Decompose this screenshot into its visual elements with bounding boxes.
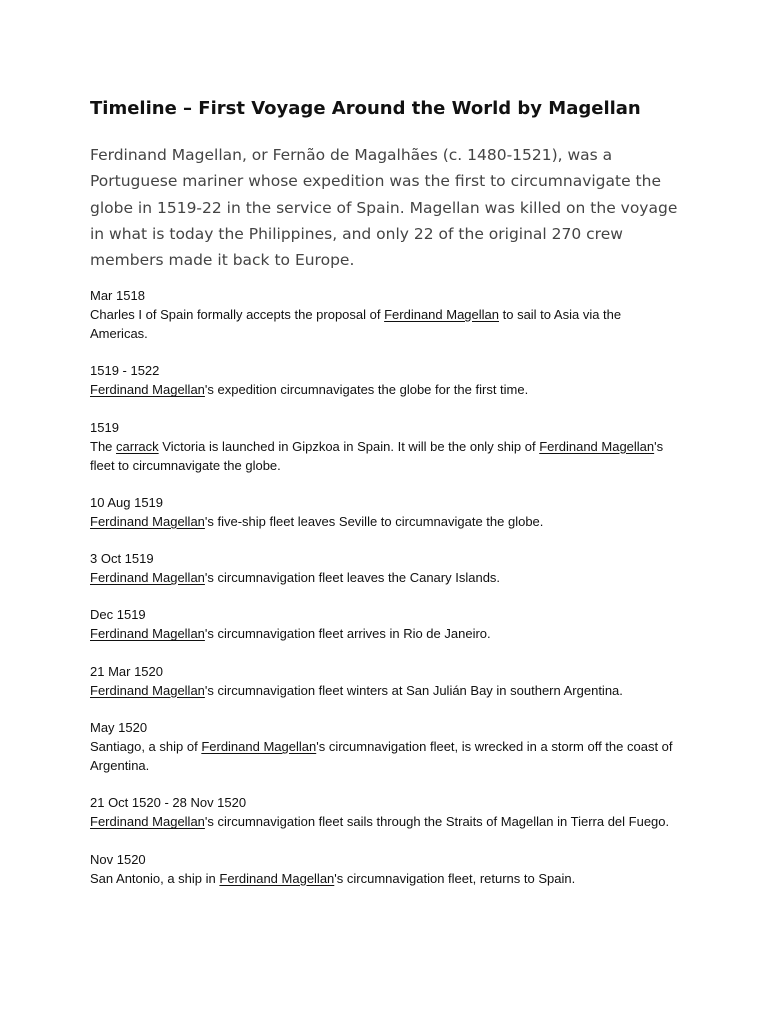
entry-text: The (90, 438, 117, 454)
entry-date: Nov 1520 (90, 851, 146, 867)
entry-link[interactable]: Ferdinand Magellan (384, 307, 499, 322)
entry-date: 1519 (90, 419, 119, 435)
entry-date: 10 Aug 1519 (90, 494, 164, 510)
entry-text: 's fleet to circumnavigate the globe. (90, 438, 664, 473)
entry-link[interactable]: Ferdinand Magellan (90, 570, 205, 586)
timeline-entry (90, 662, 680, 700)
timeline-list (90, 286, 680, 906)
entry-link[interactable]: Ferdinand Magellan (90, 626, 205, 642)
entry-link[interactable]: Ferdinand Magellan (90, 513, 205, 529)
entry-description (90, 624, 680, 643)
entry-date: Mar 1518 (90, 288, 145, 303)
timeline-entry (90, 605, 680, 643)
entry-date: 1519 - 1522 (90, 363, 160, 379)
entry-link[interactable]: carrack (116, 438, 159, 454)
entry-date: May 1520 (90, 720, 148, 736)
page-title: Timeline – First Voyage Around the World by Magellan (90, 98, 641, 119)
entry-date: 21 Mar 1520 (90, 663, 163, 679)
entry-date: 3 Oct 1519 (90, 551, 154, 567)
entry-description (90, 305, 680, 343)
entry-link[interactable]: Ferdinand Magellan (539, 438, 655, 454)
entry-date: 21 Oct 1520 - 28 Nov 1520 (90, 795, 247, 811)
entry-description (90, 812, 680, 831)
entry-link[interactable]: Ferdinand Magellan (219, 870, 335, 886)
entry-text: 's circumnavigation fleet arrives in Rio de Janeiro. (204, 626, 491, 642)
entry-link[interactable]: Ferdinand Magellan (90, 682, 205, 698)
entry-link[interactable]: Ferdinand Magellan (90, 814, 205, 830)
entry-text: Santiago, a ship of (90, 739, 202, 755)
entry-description (90, 869, 680, 888)
timeline-entry (90, 418, 680, 475)
entry-text: Victoria is launched in Gipzkoa in Spain. It will be the only ship of (158, 438, 540, 454)
entry-description (90, 437, 680, 475)
entry-text: San Antonio, a ship in (90, 870, 220, 886)
entry-text: 's circumnavigation fleet, is wrecked in a storm off the coast of Argentina. (90, 739, 673, 774)
timeline-entry (90, 549, 680, 587)
entry-text: 's circumnavigation fleet leaves the Canary Islands. (204, 570, 501, 586)
entry-link[interactable]: Ferdinand Magellan (201, 739, 317, 755)
entry-text: 's circumnavigation fleet sails through the Straits of Magellan in Tierra del Fuego. (204, 814, 670, 830)
entry-text: Charles I of Spain formally accepts the proposal of (90, 307, 385, 322)
timeline-entry (90, 850, 680, 888)
timeline-entry (90, 493, 680, 531)
entry-text: 's circumnavigation fleet, returns to Spain. (334, 870, 576, 886)
entry-link[interactable]: Ferdinand Magellan (90, 382, 205, 398)
entry-text: 's expedition circumnavigates the globe for the first time. (204, 382, 529, 398)
entry-description (90, 568, 680, 587)
entry-date: Dec 1519 (90, 607, 146, 623)
timeline-entry (90, 718, 680, 775)
entry-text: 's five-ship fleet leaves Seville to circumnavigate the globe. (204, 513, 544, 529)
entry-description (90, 737, 680, 775)
entry-text: to sail to Asia via the Americas. (90, 307, 622, 341)
timeline-entry (90, 286, 680, 343)
entry-description (90, 380, 680, 399)
entry-text: 's circumnavigation fleet winters at San Julián Bay in southern Argentina. (204, 682, 623, 698)
entry-description (90, 512, 680, 531)
timeline-entry (90, 361, 680, 399)
intro-paragraph: Ferdinand Magellan, or Fernão de Magalhães (c. 1480-1521), was a Portuguese mariner whose expedition was the first to circumnavigate the globe in 1519-22 in the service of Spain. Magellan was killed on the voyage in what is today the Philippines, and only 22 of the original 270 crew members made it back to Europe. (90, 146, 678, 270)
entry-description (90, 681, 680, 700)
timeline-entry (90, 793, 680, 831)
